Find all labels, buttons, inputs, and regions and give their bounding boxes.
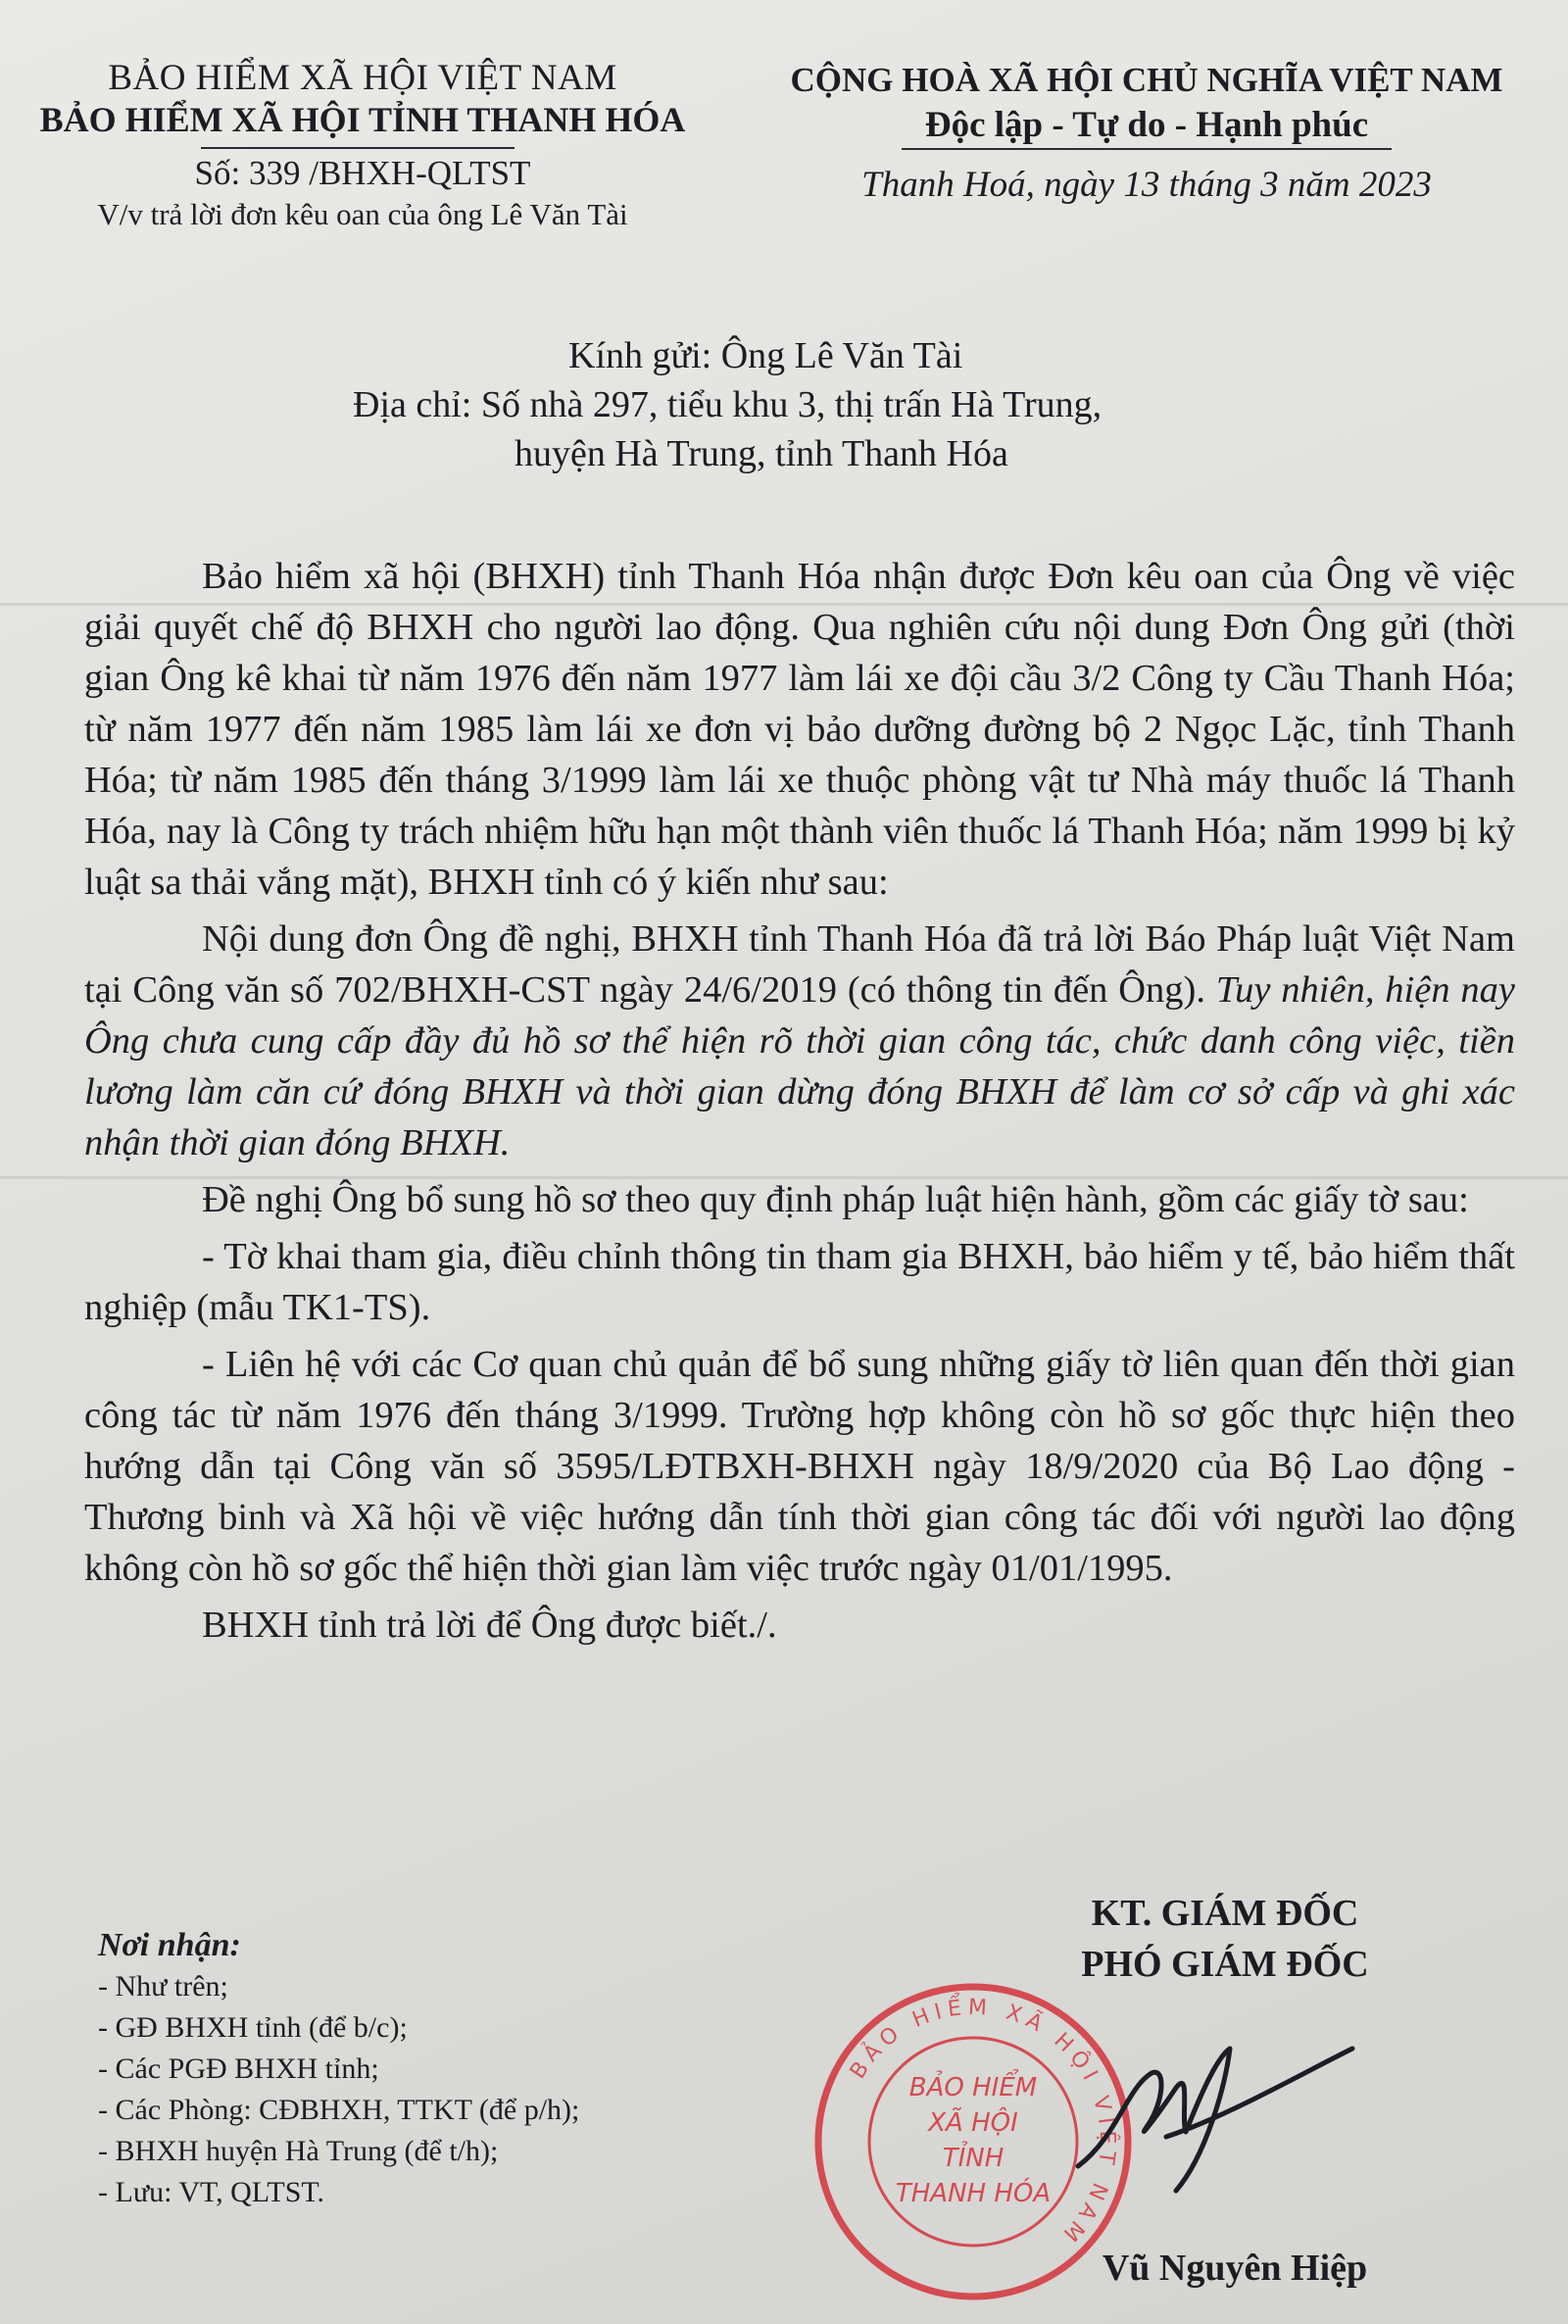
body-text: Nội dung đơn Ông đề nghị, BHXH tỉnh Thanh Hóa đã trả lời Báo Pháp luật Việt Nam tại Công văn số 702/BHXH-CST ngày 24/6/2019 (có thông tin đến Ông). — [84, 918, 1515, 1011]
list-item: - Các Phòng: CĐBHXH, TTKT (để p/h); — [98, 2094, 580, 2126]
nation-title: CỘNG HOÀ XÃ HỘI CHỦ NGHĨA VIỆT NAM — [790, 61, 1503, 99]
motto-underline — [902, 148, 1392, 150]
recipient-block — [353, 331, 1102, 478]
list-item: - BHXH huyện Hà Trung (để t/h); — [98, 2135, 499, 2167]
stamp-line: XÃ HỘI — [928, 2108, 1018, 2138]
letter-body — [84, 551, 1515, 1656]
stamp-ring-text: BẢO HIỂM XÃ HỘI VIỆT NAM — [845, 1995, 1120, 2250]
body-paragraph: Đề nghị Ông bổ sung hồ sơ theo quy định pháp luật hiện hành, gồm các giấy tờ sau: — [202, 1179, 1469, 1220]
agency-parent: BẢO HIỂM XÃ HỘI VIỆT NAM — [108, 58, 617, 98]
recipients-list-title: Nơi nhận: — [98, 1927, 241, 1963]
signature-title-1: KT. GIÁM ĐỐC — [1091, 1893, 1359, 1934]
body-paragraph: - Tờ khai tham gia, điều chỉnh thông tin tham gia BHXH, bảo hiểm y tế, bảo hiểm thất nghiệp (mẫu TK1-TS). — [84, 1236, 1515, 1328]
recipient-name: Kính gửi: Ông Lê Văn Tài — [568, 335, 963, 376]
body-text-italic: Tuy nhiên, hiện nay Ông chưa cung cấp đầy đủ hồ sơ thể hiện rõ thời gian công tác, chức danh công việc, tiền lương làm căn cứ đóng BHXH và thời gian dừng đóng BHXH để làm cơ sở cấp và ghi xác nhận thời gian đóng BHXH. — [84, 969, 1516, 1163]
recipient-address: Địa chỉ: Số nhà 297, tiểu khu 3, thị trấn Hà Trung, — [353, 384, 1102, 425]
stamp-line: THANH HÓA — [895, 2179, 1052, 2208]
stamp-line: BẢO HIỂM — [908, 2073, 1038, 2102]
list-item: - Các PGĐ BHXH tỉnh; — [98, 2052, 379, 2085]
stamp-line: TỈNH — [942, 2144, 1004, 2173]
body-paragraph: Bảo hiểm xã hội (BHXH) tỉnh Thanh Hóa nhận được Đơn kêu oan của Ông về việc giải quyết chế độ BHXH cho người lao động. Qua nghiên cứu nội dung Đơn Ông gửi (thời gian Ông kê khai từ năm 1976 đến năm 1977 làm lái xe đội cầu 3/2 Công ty Cầu Thanh Hóa; từ năm 1977 đến năm 1985 làm lái xe đơn vị bảo dưỡng đường bộ 2 Ngọc Lặc, tỉnh Thanh Hóa; từ năm 1985 đến tháng 3/1999 làm lái xe thuộc phòng vật tư Nhà máy thuốc lá Thanh Hóa, nay là Công ty trách nhiệm hữu hạn một thành viên thuốc lá Thanh Hóa; năm 1999 bị kỷ luật sa thải vắng mặt), BHXH tỉnh có ý kiến như sau: — [84, 556, 1515, 903]
body-paragraph: BHXH tỉnh trả lời để Ông được biết./. — [202, 1605, 777, 1646]
recipient-address-2: huyện Hà Trung, tỉnh Thanh Hóa — [514, 433, 1008, 474]
document-subject: V/v trả lời đơn kêu oan của ông Lê Văn Tài — [97, 197, 628, 231]
dateline: Thanh Hoá, ngày 13 tháng 3 năm 2023 — [861, 165, 1432, 205]
list-item: - Lưu: VT, QLTST. — [98, 2176, 324, 2208]
nation-motto: Độc lập - Tự do - Hạnh phúc — [924, 105, 1369, 145]
agency-header — [20, 57, 706, 232]
body-paragraph: - Liên hệ với các Cơ quan chủ quản để bổ sung những giấy tờ liên quan đến thời gian công tác từ năm 1976 đến tháng 3/1999. Trường hợp không còn hồ sơ gốc thực hiện theo hướng dẫn tại Công văn số 3595/LĐTBXH-BHXH ngày 18/9/2020 của Bộ Lao động - Thương binh và Xã hội về việc hướng dẫn tính thời gian công tác đối với người lao động không còn hồ sơ gốc thể hiện thời gian làm việc trước ngày 01/01/1995. — [84, 1344, 1515, 1589]
signature-title — [1039, 1888, 1411, 1990]
body-paragraph — [84, 914, 1515, 1168]
agency-name: BẢO HIỂM XÃ HỘI TỈNH THANH HÓA — [39, 100, 686, 139]
list-item: - Như trên; — [98, 1970, 228, 2003]
list-item: - GĐ BHXH tỉnh (để b/c); — [98, 2011, 408, 2044]
handwritten-signature — [1058, 2019, 1362, 2205]
recipients-list — [98, 1925, 579, 2213]
signature-title-2: PHÓ GIÁM ĐỐC — [1081, 1944, 1369, 1985]
nation-header — [745, 61, 1548, 206]
document-number: Số: 339 /BHXH-QLTST — [194, 154, 531, 192]
signer-name: Vũ Nguyên Hiệp — [1102, 2248, 1368, 2289]
agency-underline — [201, 147, 514, 149]
